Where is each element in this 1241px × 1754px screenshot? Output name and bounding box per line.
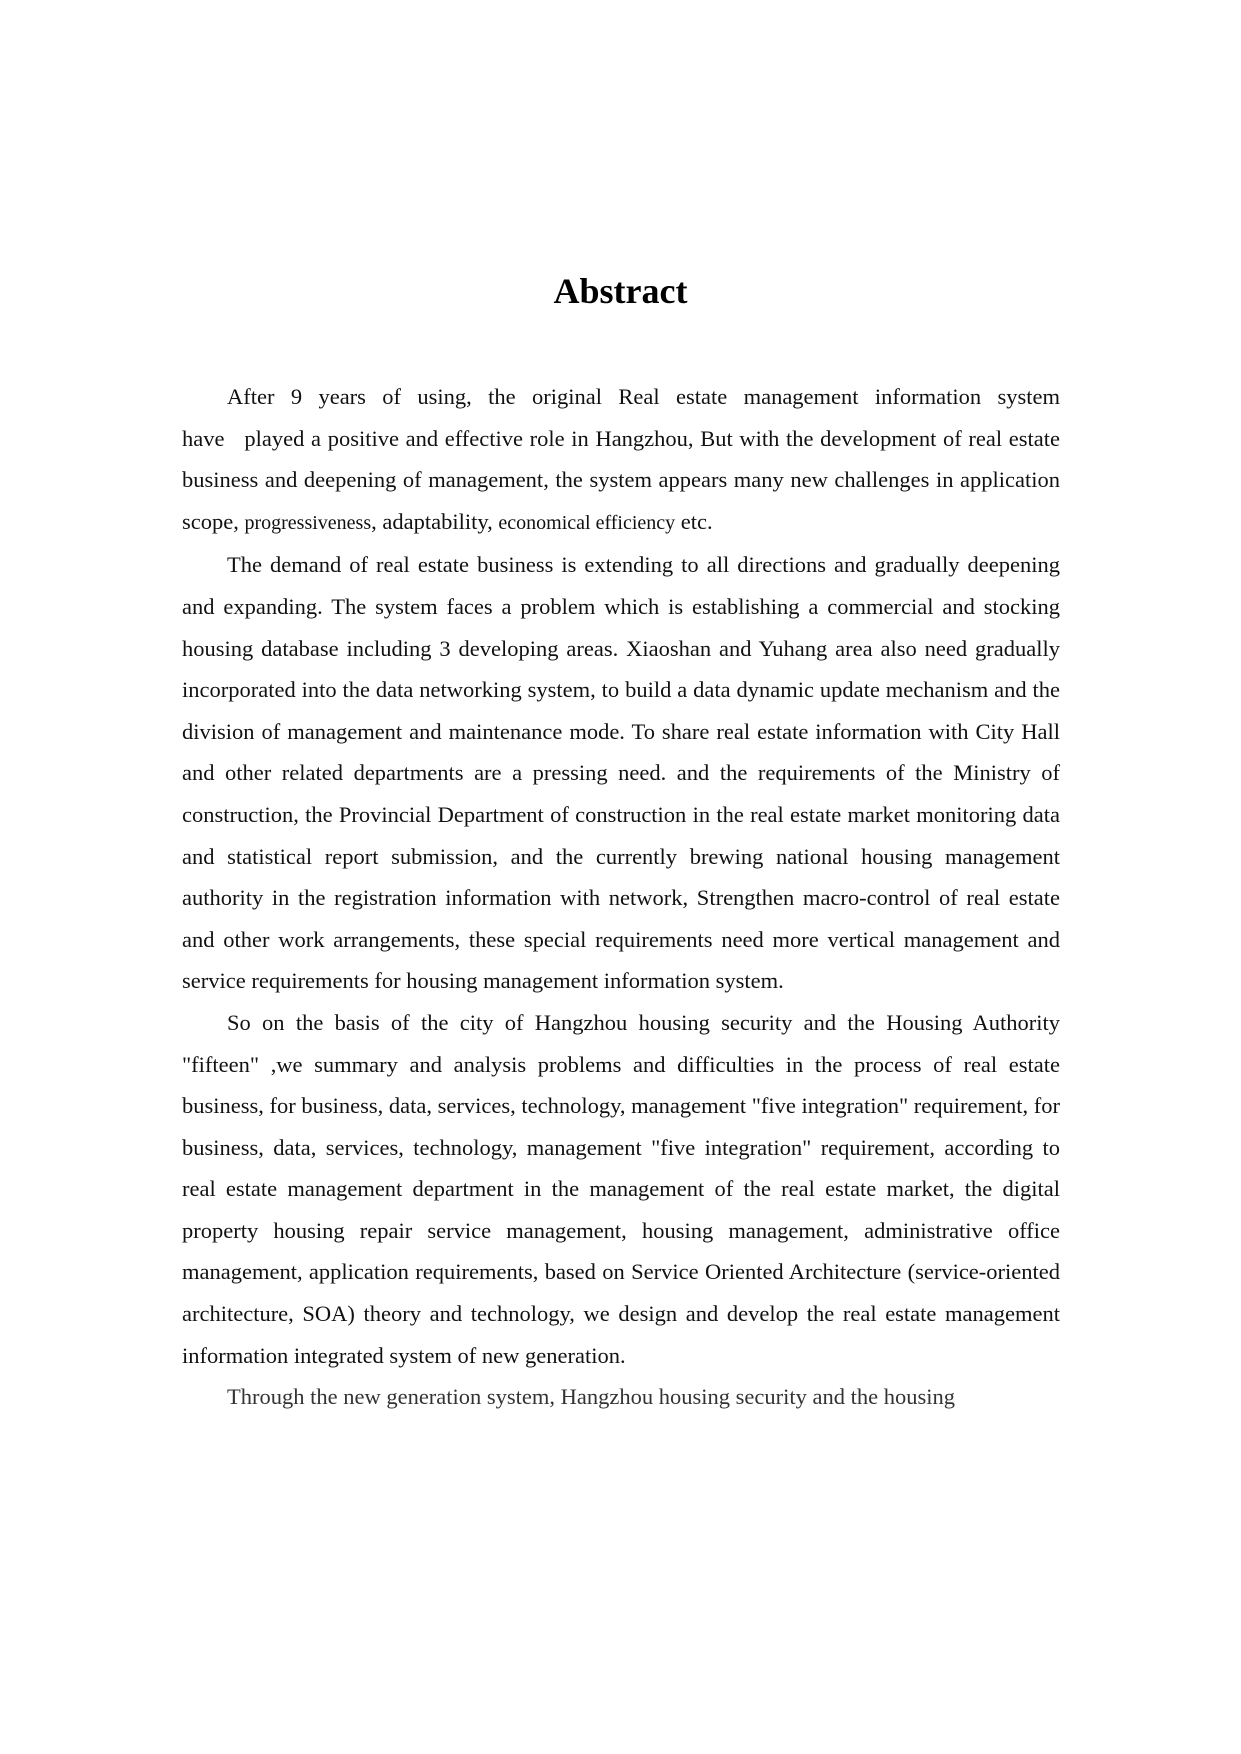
paragraph-3: So on the basis of the city of Hangzhou housing security and the Housing Authority "fifteen" ,we summary and analysis problems and difficulties in the process of real estate business, for business, data, services, technology, management "five integration" requirement, for business, data, services, technology, management "five integration" requirement, according to real estate management department in the management of the real estate market, the digital property housing repair service management, housing management, administrative office management, application requirements, based on Service Oriented Architecture (service-oriented architecture, SOA) theory and technology, we design and develop the real estate management information integrated system of new generation. [182,1009,1060,1368]
abstract-body [182,376,1060,1418]
paragraph-1-segment-4: economical efficiency [498,511,676,534]
paragraph-1 [182,376,1060,544]
paragraph-1-segment-3: , adaptability, [371,508,499,534]
paragraph-2: The demand of real estate business is extending to all directions and gradually deepening and expanding. The system faces a problem which is establishing a commercial and stocking housing database including 3 developing areas. Xiaoshan and Yuhang area also need gradually incorporated into the data networking system, to build a data dynamic update mechanism and the division of management and maintenance mode. To share real estate information with City Hall and other related departments are a pressing need. and the requirements of the Ministry of construction, the Provincial Department of construction in the real estate market monitoring data and statistical report submission, and the currently brewing national housing management authority in the registration information with network, Strengthen macro-control of real estate and other work arrangements, these special requirements need more vertical management and service requirements for housing management information system. [182,552,1060,994]
page-title: Abstract [553,271,688,311]
paragraph-4: Through the new generation system, Hangzhou housing security and the housing [227,1384,955,1410]
paragraph-1-segment-1: After 9 years of using, the original Real estate management information system have played a positive and effective role in Hangzhou, But with the development of real estate business and deepening of management, the system appears many new challenges in application scope, [182,384,1060,534]
paragraph-1-segment-5: etc. [675,508,713,534]
paragraph-1-segment-2: progressiveness [244,511,372,534]
